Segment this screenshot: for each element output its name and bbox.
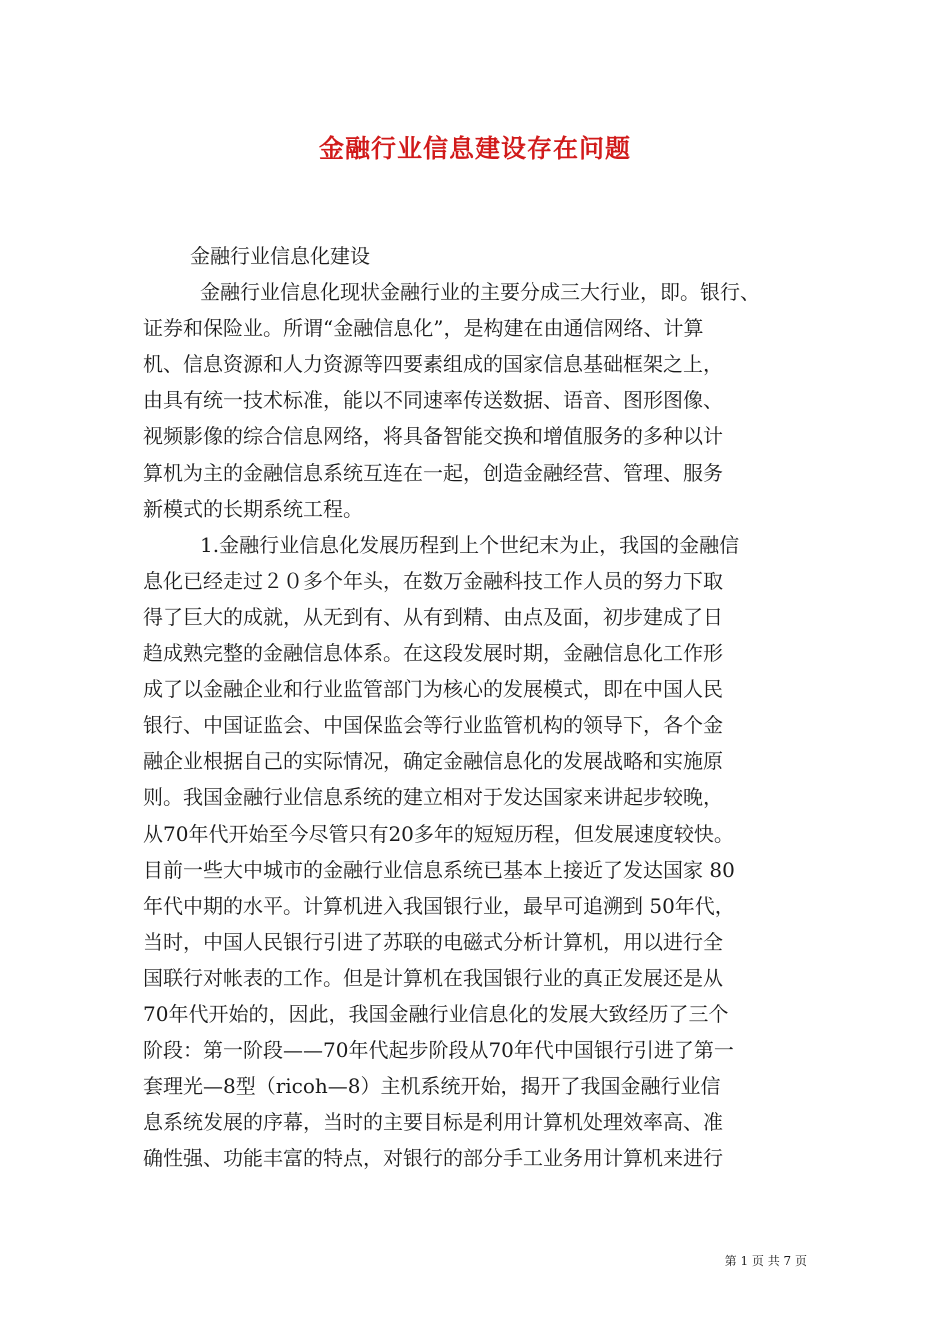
text-line: 证券和保险业。所谓“金融信息化”，是构建在由通信网络、计算	[143, 316, 704, 341]
text-line: 息化已经走过２０多个年头，在数万金融科技工作人员的努力下取	[143, 568, 723, 593]
text-line: 视频影像的综合信息网络，将具备智能交换和增值服务的多种以计	[143, 424, 723, 449]
text-line: 融企业根据自己的实际情况，确定金融信息化的发展战略和实施原	[143, 749, 723, 774]
text-line: 则。我国金融行业信息系统的建立相对于发达国家来讲起步较晚，	[143, 785, 723, 810]
text-line: 国联行对帐表的工作。但是计算机在我国银行业的真正发展还是从	[143, 965, 723, 990]
text-line: 银行、中国证监会、中国保监会等行业监管机构的领导下，各个金	[143, 713, 723, 738]
text-line: 目前一些大中城市的金融行业信息系统已基本上接近了发达国家 80	[143, 857, 735, 882]
text-line: 趋成熟完整的金融信息体系。在这段发展时期，金融信息化工作形	[143, 641, 723, 666]
text-line: 算机为主的金融信息系统互连在一起，创造金融经营、管理、服务	[143, 460, 723, 485]
text-line: 由具有统一技术标准，能以不同速率传送数据、语音、图形图像、	[143, 388, 723, 413]
document-body	[143, 238, 825, 1176]
text-line: 成了以金融企业和行业监管部门为核心的发展模式，即在中国人民	[143, 677, 723, 702]
text-line: 息系统发展的序幕，当时的主要目标是利用计算机处理效率高、准	[143, 1110, 723, 1135]
text-line: 1.金融行业信息化发展历程到上个世纪末为止，我国的金融信	[200, 532, 740, 557]
text-line: 机、信息资源和人力资源等四要素组成的国家信息基础框架之上，	[143, 352, 723, 377]
text-line: 新模式的长期系统工程。	[143, 496, 363, 521]
text-line: 套理光—8型（ricoh—8）主机系统开始，揭开了我国金融行业信	[143, 1074, 721, 1099]
text-line: 阶段：第一阶段——70年代起步阶段从70年代中国银行引进了第一	[143, 1038, 734, 1063]
text-line: 金融行业信息化现状金融行业的主要分成三大行业，即。银行、	[200, 280, 760, 305]
page-number: 第 1 页 共 7 页	[724, 1254, 807, 1268]
paragraph-heading: 金融行业信息化建设	[190, 244, 370, 268]
text-line: 70年代开始的，因此，我国金融行业信息化的发展大致经历了三个	[143, 1001, 729, 1026]
text-line: 当时，中国人民银行引进了苏联的电磁式分析计算机，用以进行全	[143, 929, 723, 954]
document-title: 金融行业信息建设存在问题	[318, 134, 631, 163]
text-line: 从70年代开始至今尽管只有20多年的短短历程，但发展速度较快。	[143, 821, 734, 846]
text-line: 得了巨大的成就，从无到有、从有到精、由点及面，初步建成了日	[143, 604, 723, 629]
text-line: 年代中期的水平。计算机进入我国银行业，最早可追溯到 50年代，	[143, 893, 735, 918]
text-line: 确性强、功能丰富的特点，对银行的部分手工业务用计算机来进行	[143, 1146, 723, 1171]
